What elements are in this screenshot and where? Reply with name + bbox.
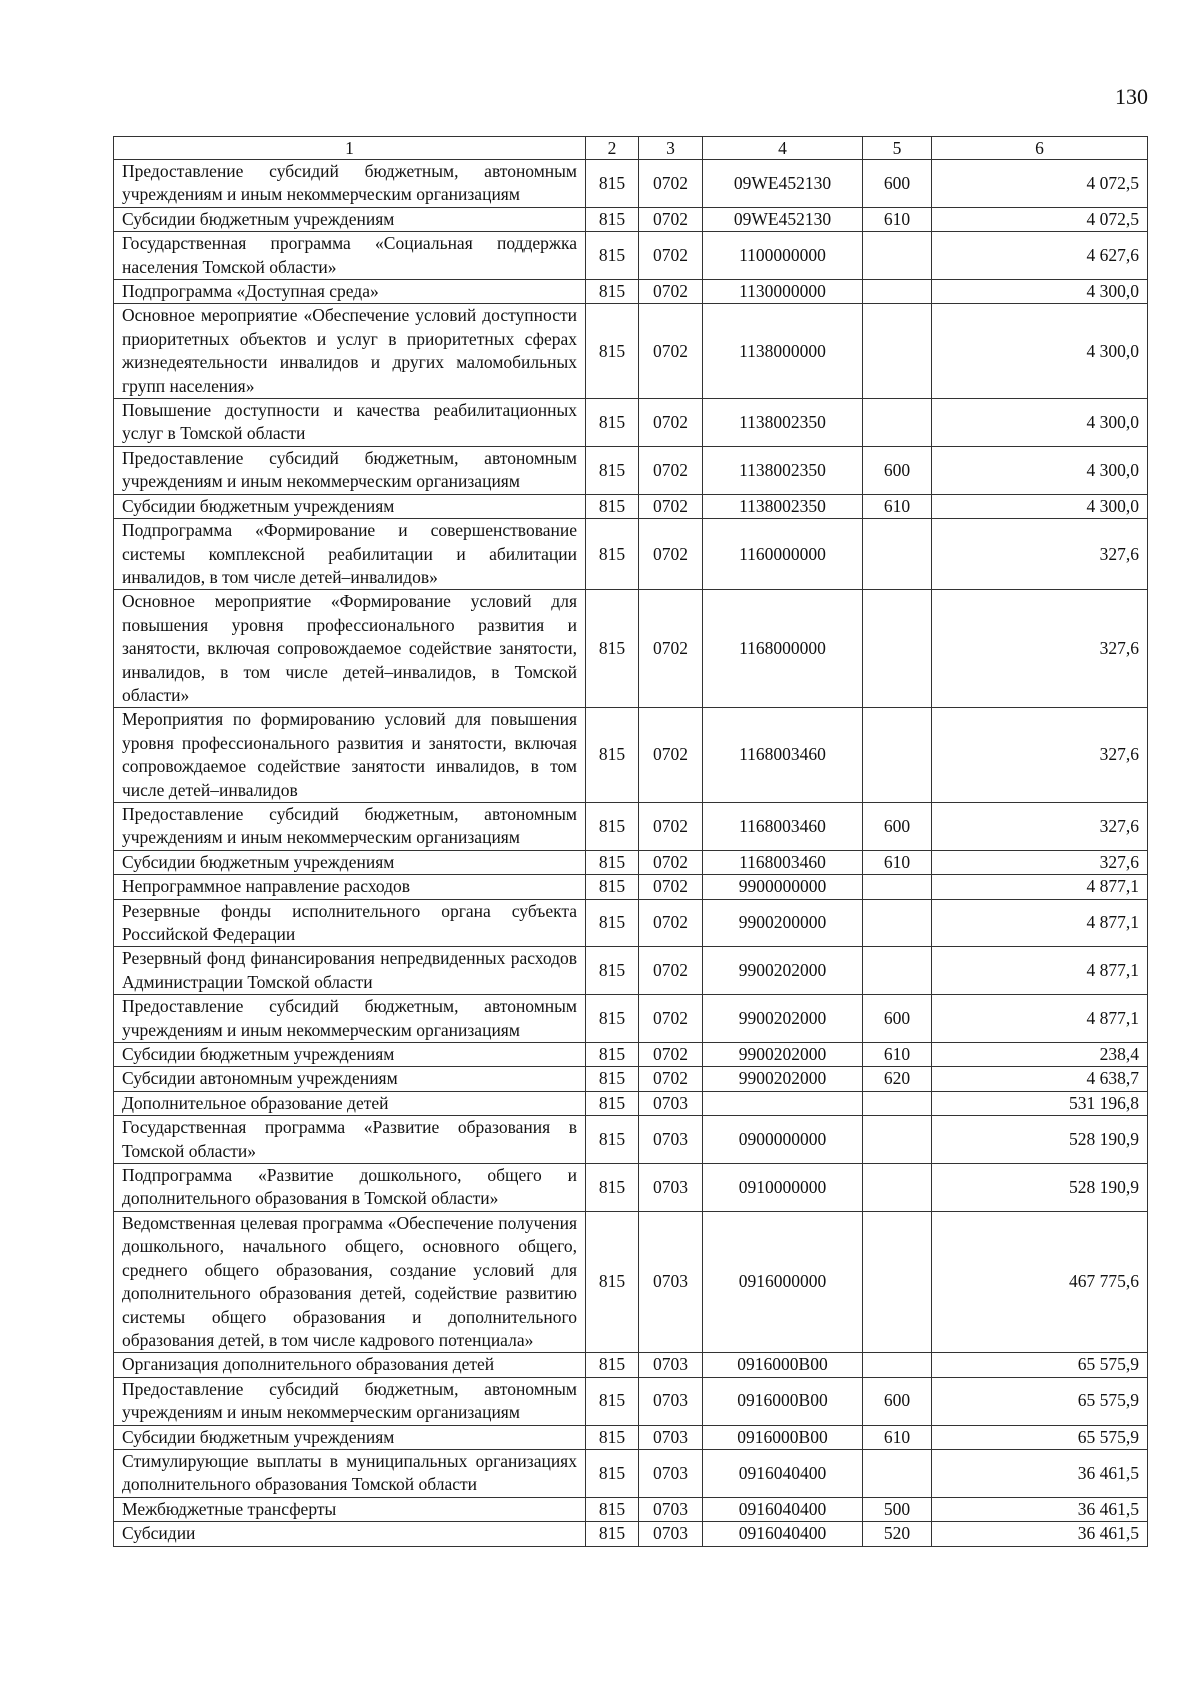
row-expense-type: 610 (863, 850, 932, 874)
row-expense-type (863, 590, 932, 708)
row-name: Стимулирующие выплаты в муниципальных организациях дополнительного образования Томской области (114, 1449, 586, 1497)
row-gr-code: 815 (586, 304, 639, 399)
row-expense-type: 610 (863, 1043, 932, 1067)
row-gr-code: 815 (586, 160, 639, 208)
table-row (114, 494, 1148, 518)
row-section-code: 0702 (639, 947, 703, 995)
row-name: Субсидии бюджетным учреждениям (114, 207, 586, 231)
row-amount: 4 300,0 (932, 494, 1148, 518)
row-gr-code: 815 (586, 802, 639, 850)
row-name: Государственная программа «Развитие образования в Томской области» (114, 1116, 586, 1164)
row-target-code: 0916000В00 (703, 1425, 863, 1449)
row-gr-code: 815 (586, 1425, 639, 1449)
row-target-code: 9900202000 (703, 995, 863, 1043)
row-section-code: 0702 (639, 399, 703, 447)
row-name: Дополнительное образование детей (114, 1091, 586, 1115)
row-expense-type: 600 (863, 802, 932, 850)
table-row (114, 947, 1148, 995)
row-amount: 238,4 (932, 1043, 1148, 1067)
table-row (114, 1116, 1148, 1164)
row-target-code: 0916040400 (703, 1522, 863, 1546)
row-gr-code: 815 (586, 1067, 639, 1091)
row-gr-code: 815 (586, 1449, 639, 1497)
row-target-code: 1138002350 (703, 494, 863, 518)
row-expense-type (863, 399, 932, 447)
row-target-code: 9900202000 (703, 947, 863, 995)
table-row (114, 590, 1148, 708)
row-name: Организация дополнительного образования детей (114, 1353, 586, 1377)
column-header: 1 (114, 137, 586, 160)
row-name: Субсидии бюджетным учреждениям (114, 850, 586, 874)
row-name: Подпрограмма «Доступная среда» (114, 280, 586, 304)
row-name: Субсидии (114, 1522, 586, 1546)
table-row (114, 304, 1148, 399)
row-section-code: 0703 (639, 1425, 703, 1449)
row-target-code: 1138000000 (703, 304, 863, 399)
row-section-code: 0702 (639, 280, 703, 304)
row-amount: 4 300,0 (932, 304, 1148, 399)
row-amount: 4 877,1 (932, 899, 1148, 947)
row-expense-type (863, 232, 932, 280)
row-expense-type: 600 (863, 995, 932, 1043)
column-header: 3 (639, 137, 703, 160)
row-section-code: 0702 (639, 494, 703, 518)
table-row (114, 1091, 1148, 1115)
row-section-code: 0702 (639, 802, 703, 850)
column-header: 5 (863, 137, 932, 160)
row-section-code: 0703 (639, 1449, 703, 1497)
row-gr-code: 815 (586, 1522, 639, 1546)
row-name: Непрограммное направление расходов (114, 875, 586, 899)
row-amount: 4 072,5 (932, 207, 1148, 231)
row-amount: 4 877,1 (932, 947, 1148, 995)
row-name: Основное мероприятие «Формирование условий для повышения уровня профессионального развития и занятости, включая сопровождаемое содействие занятости, инвалидов, в том числе детей–инвалидов, в Томской области» (114, 590, 586, 708)
row-amount: 528 190,9 (932, 1116, 1148, 1164)
row-target-code: 09WE452130 (703, 160, 863, 208)
table-row (114, 280, 1148, 304)
row-gr-code: 815 (586, 995, 639, 1043)
table-row (114, 1164, 1148, 1212)
row-gr-code: 815 (586, 850, 639, 874)
table-row (114, 1377, 1148, 1425)
row-expense-type (863, 899, 932, 947)
row-name: Резервный фонд финансирования непредвиденных расходов Администрации Томской области (114, 947, 586, 995)
row-expense-type (863, 519, 932, 590)
row-name: Субсидии автономным учреждениям (114, 1067, 586, 1091)
row-target-code: 1168003460 (703, 802, 863, 850)
row-name: Субсидии бюджетным учреждениям (114, 1043, 586, 1067)
row-target-code: 0916040400 (703, 1497, 863, 1521)
table-row (114, 899, 1148, 947)
row-amount: 36 461,5 (932, 1449, 1148, 1497)
row-target-code: 0900000000 (703, 1116, 863, 1164)
column-header: 2 (586, 137, 639, 160)
row-name: Подпрограмма «Формирование и совершенствование системы комплексной реабилитации и абилитации инвалидов, в том числе детей–инвалидов» (114, 519, 586, 590)
row-gr-code: 815 (586, 947, 639, 995)
row-section-code: 0702 (639, 1067, 703, 1091)
row-gr-code: 815 (586, 399, 639, 447)
row-section-code: 0703 (639, 1164, 703, 1212)
row-amount: 36 461,5 (932, 1497, 1148, 1521)
row-section-code: 0702 (639, 995, 703, 1043)
row-section-code: 0702 (639, 232, 703, 280)
row-target-code: 09WE452130 (703, 207, 863, 231)
row-amount: 327,6 (932, 519, 1148, 590)
row-section-code: 0702 (639, 590, 703, 708)
row-gr-code: 815 (586, 1091, 639, 1115)
row-section-code: 0703 (639, 1497, 703, 1521)
row-expense-type: 610 (863, 1425, 932, 1449)
table-row (114, 232, 1148, 280)
row-target-code: 9900000000 (703, 875, 863, 899)
table-row (114, 160, 1148, 208)
row-amount: 467 775,6 (932, 1211, 1148, 1352)
row-gr-code: 815 (586, 1377, 639, 1425)
row-section-code: 0702 (639, 1043, 703, 1067)
row-amount: 65 575,9 (932, 1425, 1148, 1449)
row-gr-code: 815 (586, 1211, 639, 1352)
row-section-code: 0703 (639, 1353, 703, 1377)
row-gr-code: 815 (586, 494, 639, 518)
row-target-code: 1168003460 (703, 850, 863, 874)
row-expense-type (863, 947, 932, 995)
row-gr-code: 815 (586, 1353, 639, 1377)
row-gr-code: 815 (586, 1497, 639, 1521)
row-amount: 65 575,9 (932, 1353, 1148, 1377)
row-expense-type: 620 (863, 1067, 932, 1091)
row-section-code: 0702 (639, 446, 703, 494)
row-name: Предоставление субсидий бюджетным, автономным учреждениям и иным некоммерческим организациям (114, 995, 586, 1043)
row-section-code: 0703 (639, 1377, 703, 1425)
row-section-code: 0702 (639, 207, 703, 231)
row-gr-code: 815 (586, 280, 639, 304)
row-amount: 4 072,5 (932, 160, 1148, 208)
row-target-code: 0916000000 (703, 1211, 863, 1352)
row-name: Субсидии бюджетным учреждениям (114, 1425, 586, 1449)
row-expense-type (863, 875, 932, 899)
budget-table (113, 136, 1148, 1547)
table-row (114, 1211, 1148, 1352)
row-target-code: 1168003460 (703, 708, 863, 803)
row-amount: 36 461,5 (932, 1522, 1148, 1546)
row-expense-type (863, 304, 932, 399)
row-target-code: 1160000000 (703, 519, 863, 590)
row-section-code: 0703 (639, 1211, 703, 1352)
row-amount: 4 300,0 (932, 280, 1148, 304)
row-amount: 4 300,0 (932, 399, 1148, 447)
row-amount: 4 627,6 (932, 232, 1148, 280)
row-expense-type (863, 1353, 932, 1377)
row-amount: 4 877,1 (932, 875, 1148, 899)
row-section-code: 0702 (639, 708, 703, 803)
table-row (114, 1067, 1148, 1091)
row-gr-code: 815 (586, 1116, 639, 1164)
page-number: 130 (1115, 84, 1148, 109)
column-header: 6 (932, 137, 1148, 160)
row-amount: 327,6 (932, 850, 1148, 874)
table-row (114, 519, 1148, 590)
row-section-code: 0702 (639, 875, 703, 899)
row-expense-type (863, 1211, 932, 1352)
row-section-code: 0702 (639, 160, 703, 208)
table-row (114, 1043, 1148, 1067)
row-gr-code: 815 (586, 708, 639, 803)
row-amount: 4 300,0 (932, 446, 1148, 494)
row-expense-type: 610 (863, 494, 932, 518)
row-target-code: 9900202000 (703, 1067, 863, 1091)
row-name: Предоставление субсидий бюджетным, автономным учреждениям и иным некоммерческим организациям (114, 446, 586, 494)
row-name: Мероприятия по формированию условий для повышения уровня профессионального развития и занятости, включая сопровождаемое содействие занятости инвалидов, в том числе детей–инвалидов (114, 708, 586, 803)
row-section-code: 0703 (639, 1116, 703, 1164)
row-expense-type: 520 (863, 1522, 932, 1546)
table-row (114, 995, 1148, 1043)
header-row (114, 137, 1148, 160)
row-target-code (703, 1091, 863, 1115)
row-amount: 65 575,9 (932, 1377, 1148, 1425)
row-section-code: 0702 (639, 850, 703, 874)
row-name: Государственная программа «Социальная поддержка населения Томской области» (114, 232, 586, 280)
row-gr-code: 815 (586, 1043, 639, 1067)
row-gr-code: 815 (586, 875, 639, 899)
row-gr-code: 815 (586, 207, 639, 231)
row-target-code: 1130000000 (703, 280, 863, 304)
row-name: Предоставление субсидий бюджетным, автономным учреждениям и иным некоммерческим организациям (114, 1377, 586, 1425)
row-target-code: 1138002350 (703, 399, 863, 447)
row-gr-code: 815 (586, 899, 639, 947)
row-name: Межбюджетные трансферты (114, 1497, 586, 1521)
row-expense-type (863, 1091, 932, 1115)
row-expense-type (863, 280, 932, 304)
row-target-code: 9900200000 (703, 899, 863, 947)
row-section-code: 0702 (639, 519, 703, 590)
row-expense-type (863, 708, 932, 803)
table-row (114, 1425, 1148, 1449)
table-row (114, 708, 1148, 803)
table-row (114, 1449, 1148, 1497)
row-name: Подпрограмма «Развитие дошкольного, общего и дополнительного образования в Томской области» (114, 1164, 586, 1212)
row-section-code: 0702 (639, 899, 703, 947)
row-gr-code: 815 (586, 232, 639, 280)
row-name: Предоставление субсидий бюджетным, автономным учреждениям и иным некоммерческим организациям (114, 802, 586, 850)
table-row (114, 207, 1148, 231)
row-expense-type: 500 (863, 1497, 932, 1521)
row-target-code: 1138002350 (703, 446, 863, 494)
table-row (114, 850, 1148, 874)
row-amount: 327,6 (932, 802, 1148, 850)
row-name: Повышение доступности и качества реабилитационных услуг в Томской области (114, 399, 586, 447)
row-target-code: 0916040400 (703, 1449, 863, 1497)
row-expense-type: 600 (863, 1377, 932, 1425)
row-amount: 531 196,8 (932, 1091, 1148, 1115)
row-expense-type (863, 1164, 932, 1212)
row-gr-code: 815 (586, 1164, 639, 1212)
row-target-code: 1168000000 (703, 590, 863, 708)
table-row (114, 446, 1148, 494)
row-gr-code: 815 (586, 446, 639, 494)
table-row (114, 875, 1148, 899)
table-row (114, 1497, 1148, 1521)
row-expense-type: 600 (863, 160, 932, 208)
row-target-code: 0916000В00 (703, 1377, 863, 1425)
row-name: Предоставление субсидий бюджетным, автономным учреждениям и иным некоммерческим организациям (114, 160, 586, 208)
row-name: Ведомственная целевая программа «Обеспечение получения дошкольного, начального общего, основного общего, среднего общего образования, создание условий для дополнительного образования детей, содействие развитию системы общего образования и дополнительного образования детей, в том числе кадрового потенциала» (114, 1211, 586, 1352)
row-name: Основное мероприятие «Обеспечение условий доступности приоритетных объектов и услуг в приоритетных сферах жизнедеятельности инвалидов и других маломобильных групп населения» (114, 304, 586, 399)
row-target-code: 0916000В00 (703, 1353, 863, 1377)
row-expense-type: 610 (863, 207, 932, 231)
row-amount: 4 638,7 (932, 1067, 1148, 1091)
row-name: Субсидии бюджетным учреждениям (114, 494, 586, 518)
row-target-code: 1100000000 (703, 232, 863, 280)
row-section-code: 0703 (639, 1091, 703, 1115)
row-target-code: 0910000000 (703, 1164, 863, 1212)
table-row (114, 802, 1148, 850)
row-expense-type: 600 (863, 446, 932, 494)
row-amount: 528 190,9 (932, 1164, 1148, 1212)
table-row (114, 1353, 1148, 1377)
table-row (114, 1522, 1148, 1546)
column-header: 4 (703, 137, 863, 160)
row-section-code: 0703 (639, 1522, 703, 1546)
row-gr-code: 815 (586, 590, 639, 708)
row-expense-type (863, 1116, 932, 1164)
row-amount: 327,6 (932, 708, 1148, 803)
row-amount: 4 877,1 (932, 995, 1148, 1043)
row-amount: 327,6 (932, 590, 1148, 708)
row-target-code: 9900202000 (703, 1043, 863, 1067)
row-name: Резервные фонды исполнительного органа субъекта Российской Федерации (114, 899, 586, 947)
row-gr-code: 815 (586, 519, 639, 590)
table-row (114, 399, 1148, 447)
row-expense-type (863, 1449, 932, 1497)
row-section-code: 0702 (639, 304, 703, 399)
